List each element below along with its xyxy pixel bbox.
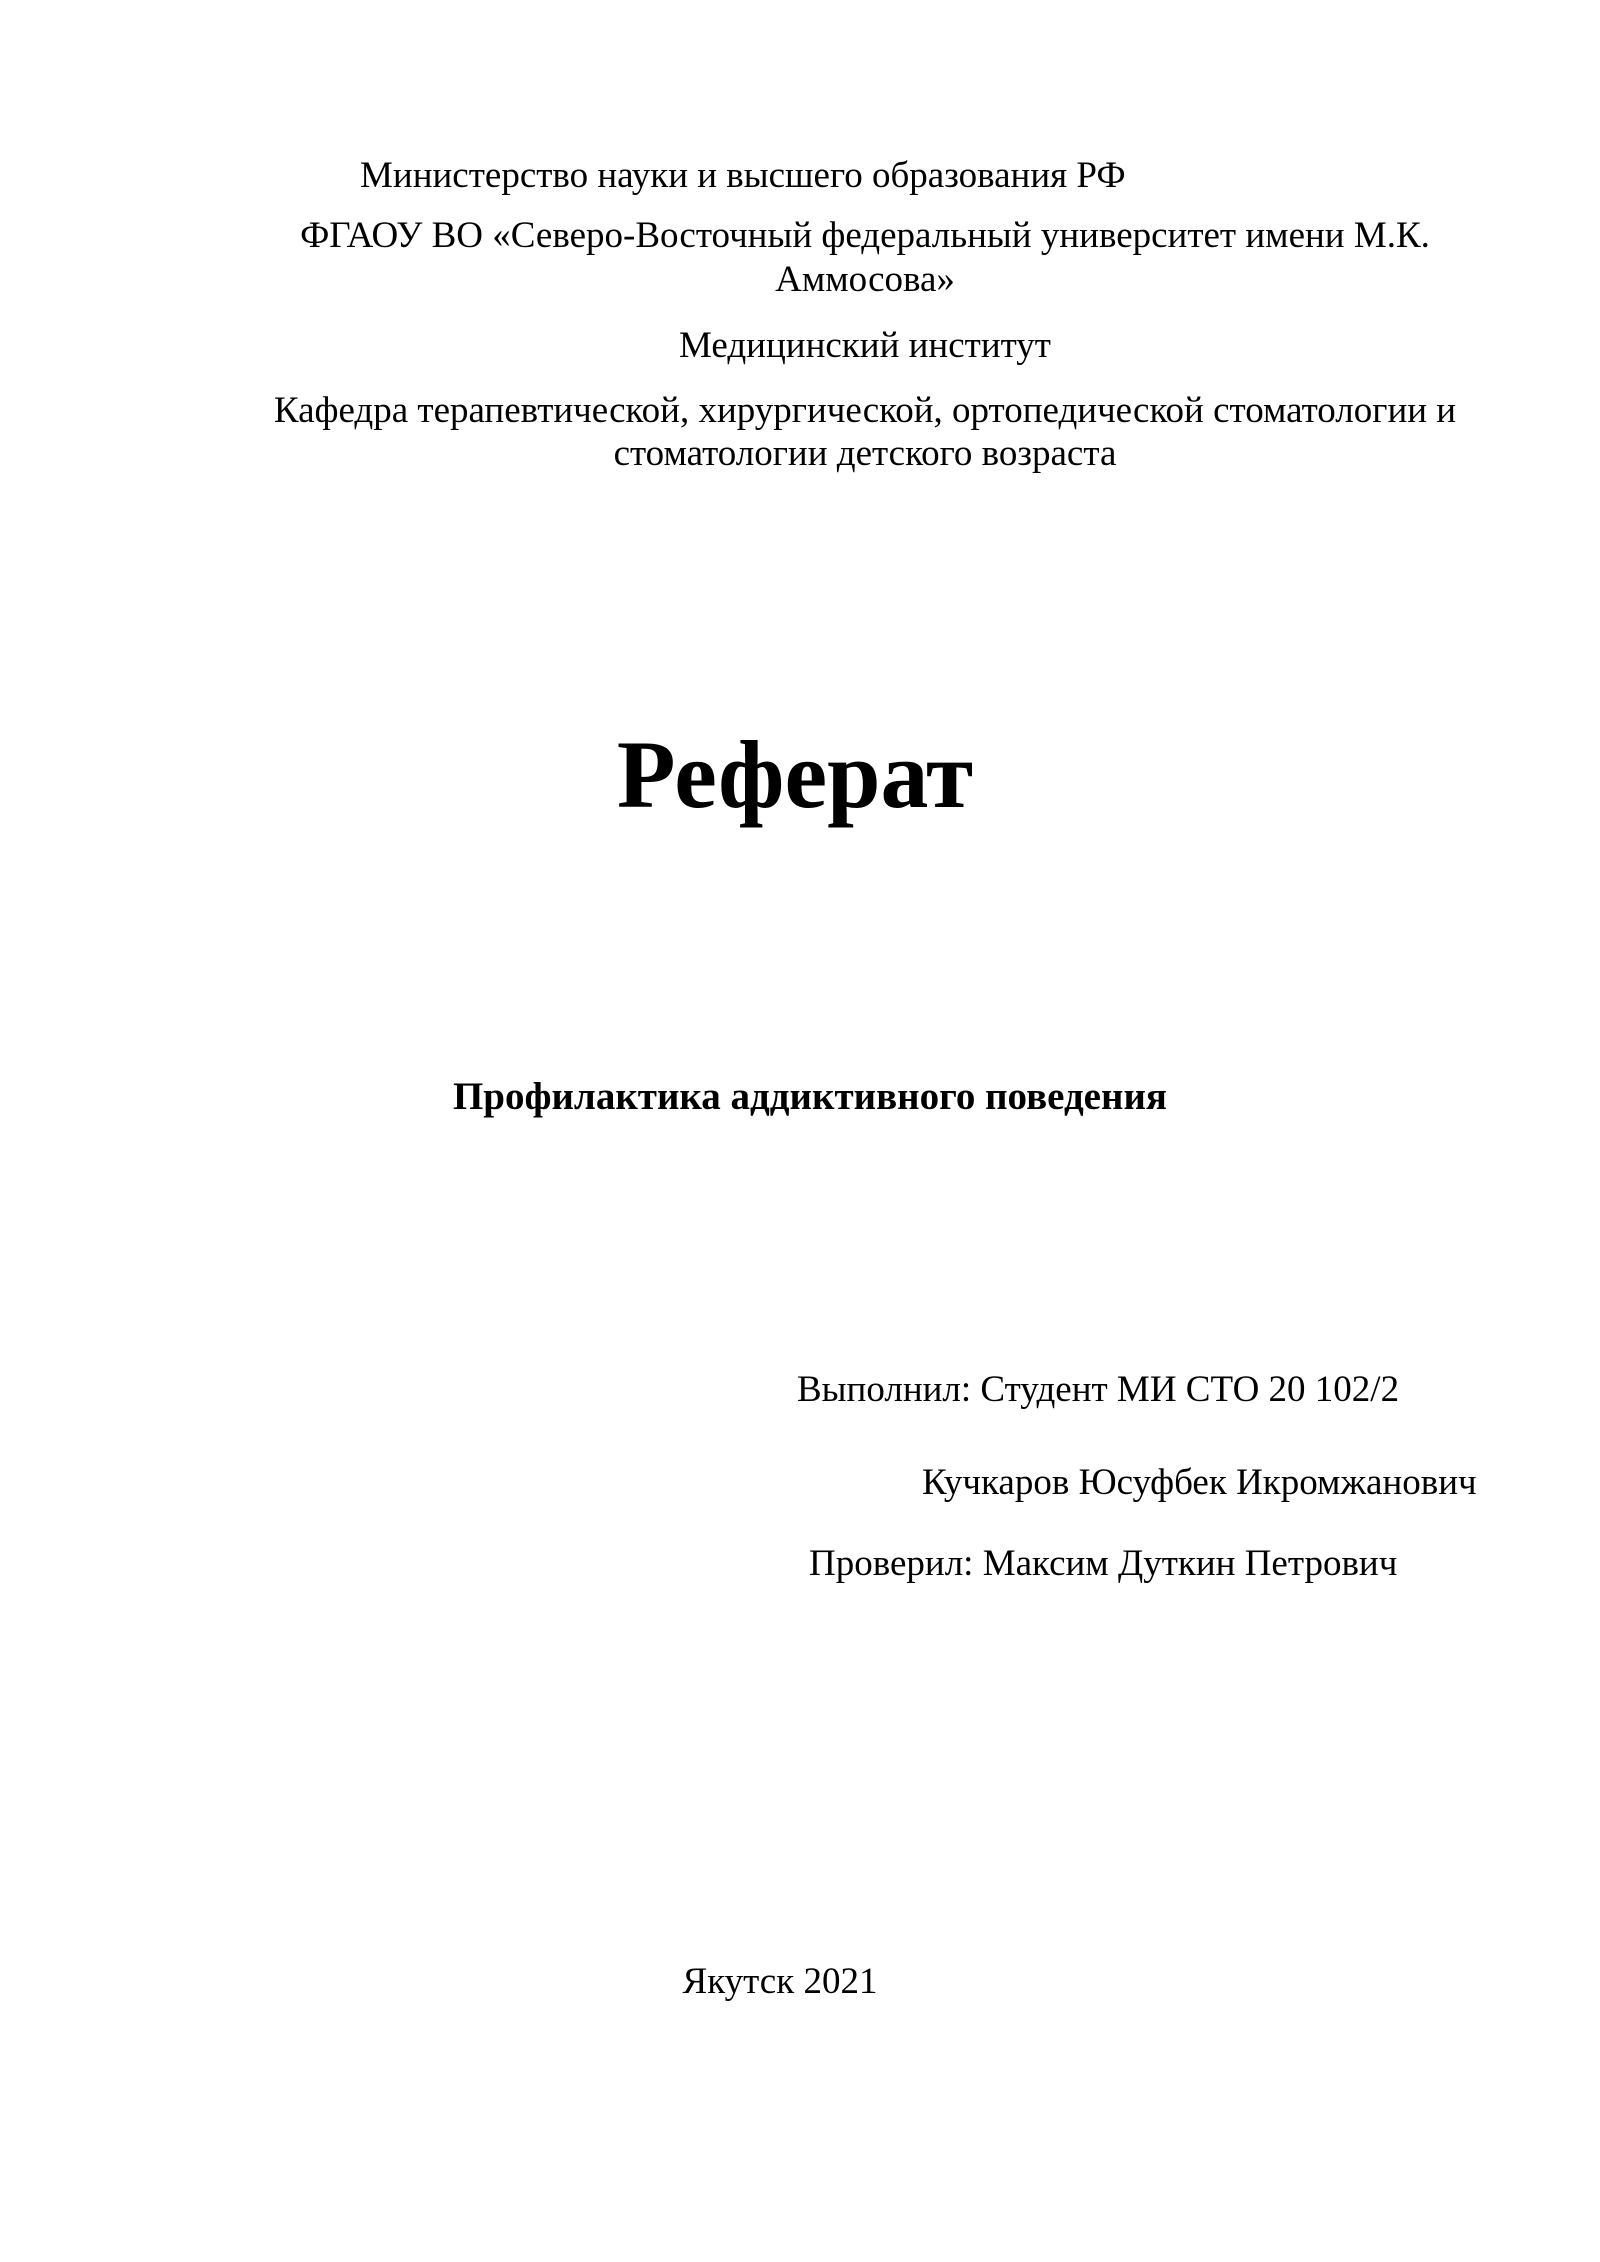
university-name-line-2: Аммосова»	[775, 259, 955, 300]
city-year: Якутск 2021	[682, 1961, 878, 2002]
department-name-line-1: Кафедра терапевтической, хирургической, ортопедической стоматологии и	[273, 390, 1457, 431]
department-name-line-2: стоматологии детского возраста	[613, 433, 1117, 474]
university-name-line-1: ФГАОУ ВО «Северо-Восточный федеральный университет имени М.К.	[300, 215, 1430, 256]
performed-by: Выполнил: Студент МИ СТО 20 102/2	[797, 1369, 1400, 1410]
essay-topic: Профилактика аддиктивного поведения	[452, 1075, 1168, 1118]
document-title: Реферат	[616, 721, 974, 828]
checked-by: Проверил: Максим Дуткин Петрович	[809, 1543, 1398, 1584]
institute-name: Медицинский институт	[679, 325, 1051, 366]
student-name: Кучкаров Юсуфбек Икромжанович	[922, 1462, 1477, 1503]
ministry-name: Министерство науки и высшего образования РФ	[360, 155, 1126, 196]
